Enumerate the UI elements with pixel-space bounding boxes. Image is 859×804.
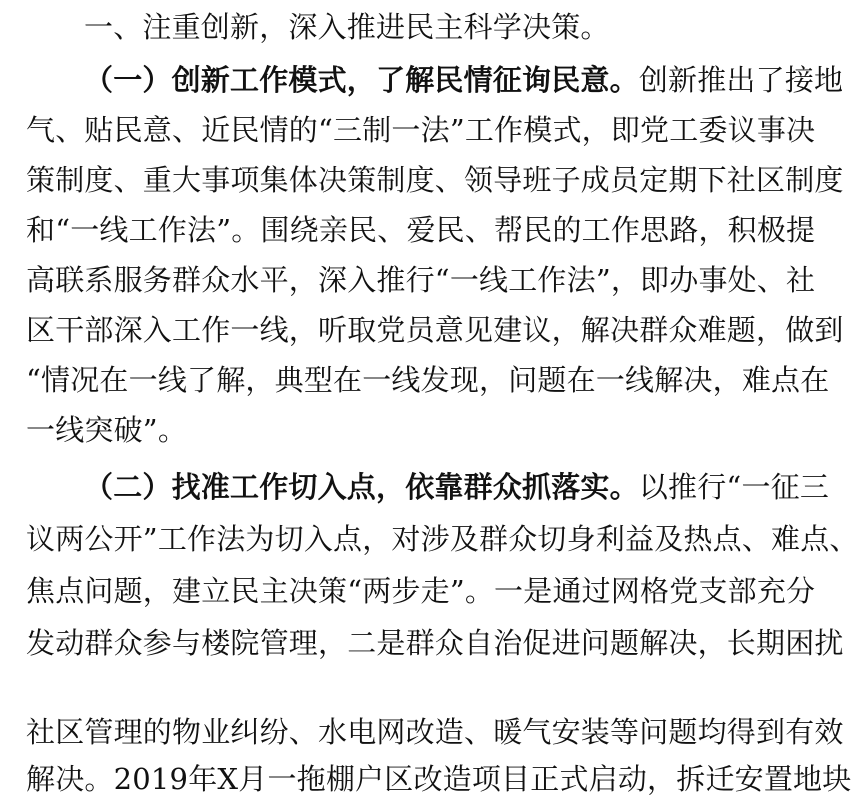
paragraph-2-text: 以推行“一征三 (638, 470, 830, 504)
text-line: “情况在一线了解，典型在一线发现，问题在一线解决，难点在 (26, 363, 830, 397)
text-line: 解决。2019年X月一拖棚户区改造项目正式启动，拆迁安置地块 (26, 762, 852, 796)
text-line: 焦点问题，建立民主决策“两步走”。一是通过网格党支部充分 (26, 574, 816, 608)
text-line: 策制度、重大事项集体决策制度、领导班子成员定期下社区制度 (26, 163, 844, 197)
section-heading: 一、注重创新，深入推进民主科学决策。 (84, 10, 610, 44)
text-line: 一线突破”。 (26, 413, 188, 447)
text-line: 议两公开”工作法为切入点，对涉及群众切身利益及热点、难点、 (26, 522, 859, 556)
text-line: 气、贴民意、近民情的“三制一法”工作模式，即党工委议事决 (26, 113, 816, 147)
paragraph-1-text: 创新推出了接地 (638, 63, 844, 97)
text-line: 发动群众参与楼院管理，二是群众自治促进问题解决，长期困扰 (26, 626, 844, 660)
text-line: 和“一线工作法”。围绕亲民、爱民、帮民的工作思路，积极提 (26, 213, 816, 247)
text-line: 高联系服务群众水平，深入推行“一线工作法”，即办事处、社 (26, 263, 816, 297)
paragraph-1-heading: （一）创新工作模式，了解民情征询民意。 (84, 63, 639, 97)
paragraph-1-first-line (84, 55, 844, 105)
paragraph-2-heading: （二）找准工作切入点，依靠群众抓落实。 (84, 470, 639, 504)
paragraph-2-first-line (84, 462, 830, 512)
text-line: 社区管理的物业纠纷、水电网改造、暖气安装等问题均得到有效 (26, 715, 844, 749)
text-line: 区干部深入工作一线，听取党员意见建议，解决群众难题，做到 (26, 313, 844, 347)
